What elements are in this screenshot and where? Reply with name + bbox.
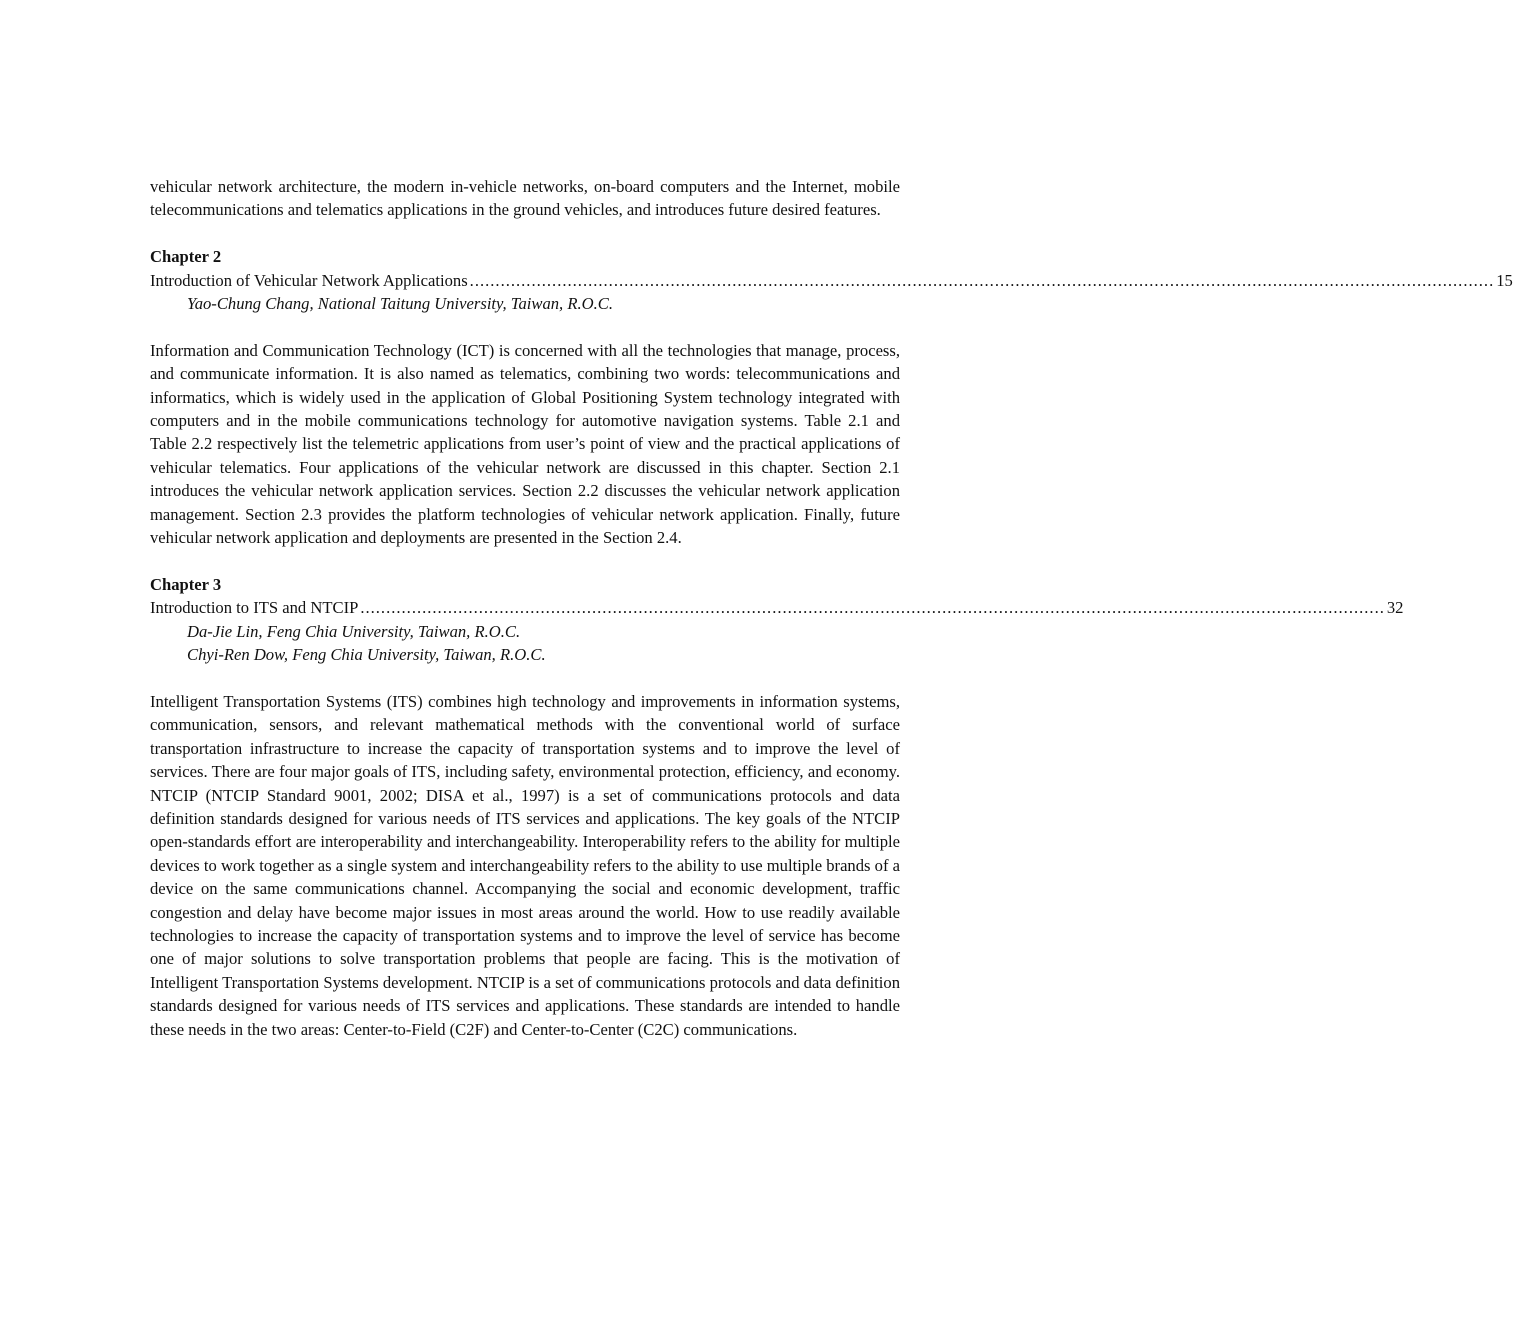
chapter-abstract: Intelligent Transportation Systems (ITS) combines high technology and improvements in information systems, communication, sensors, and relevant mathematical methods with the conventional world of surface transportation infrastructure to increase the capacity of transportation systems and to improve the level of services. There are four major goals of ITS, including safety, environmental protection, efficiency, and economy. NTCIP (NTCIP Standard 9001, 2002; DISA et al., 1997) is a set of communications protocols and data definition standards designed for various needs of ITS services and applications. The key goals of the NTCIP open-standards effort are interoperability and interchangeability. Interoperability refers to the ability for multiple devices to work together as a single system and interchangeability refers to the ability to use multiple brands of a device on the same communications channel. Accompanying the social and economic development, traffic congestion and delay have become major issues in most areas around the world. How to use readily available technologies to increase the capacity of transportation systems and to improve the level of service has become one of major solutions to solve transportation problems that people are facing. This is the motivation of Intelligent Transportation Systems development. NTCIP is a set of communications protocols and data definition standards designed for various needs of ITS services and applications. These standards are intended to handle these needs in the two areas: Center-to-Field (C2F) and Center-to-Center (C2C) communications. <box>150 691 900 1039</box>
spacer <box>150 222 900 245</box>
spacer <box>150 315 900 338</box>
author-line: Da-Jie Lin, Feng Chia University, Taiwan, R.O.C. <box>187 621 521 641</box>
author-line: Chyi-Ren Dow, Feng Chia University, Taiwan, R.O.C. <box>187 645 546 665</box>
toc-line <box>150 596 1404 619</box>
dot-leader: ....................................................................................................................................................................................................... <box>360 598 1385 618</box>
chapter-title: Introduction of Vehicular Network Applications <box>150 270 468 290</box>
author-line: Yao-Chung Chang, National Taitung University, Taiwan, R.O.C. <box>187 294 613 314</box>
chapter-title: Introduction to ITS and NTCIP <box>150 598 359 618</box>
spacer <box>150 549 900 572</box>
page-number: 15 <box>1496 270 1513 290</box>
chapter-heading: Chapter 2 <box>150 247 222 267</box>
toc-line <box>150 269 1513 292</box>
page-number: 32 <box>1386 598 1404 618</box>
spacer <box>150 666 900 689</box>
chapter-2-entry <box>150 245 1513 549</box>
document-page <box>150 175 1513 1041</box>
intro-paragraph: vehicular network architecture, the modern in-vehicle networks, on-board computers and the Internet, mobile telecommunications and telematics applications in the ground vehicles, and introduces future desired features. <box>150 177 900 220</box>
chapter-3-entry <box>150 573 1404 1041</box>
chapter-heading: Chapter 3 <box>150 574 222 594</box>
chapter-abstract: Information and Communication Technology (ICT) is concerned with all the technologies that manage, process, and communicate information. It is also named as telematics, combining two words: telecommunications and informatics, which is widely used in the application of Global Positioning System technology integrated with computers and in the mobile communications technology for automotive navigation systems. Table 2.1 and Table 2.2 respectively list the telemetric applications from user’s point of view and the practical applications of vehicular telematics. Four applications of the vehicular network are discussed in this chapter. Section 2.1 introduces the vehicular network application services. Section 2.2 discusses the vehicular network application management. Section 2.3 provides the platform technologies of vehicular network application. Finally, future vehicular network application and deployments are presented in the Section 2.4. <box>150 340 900 548</box>
dot-leader: ....................................................................................................................................................................................................... <box>469 270 1495 290</box>
